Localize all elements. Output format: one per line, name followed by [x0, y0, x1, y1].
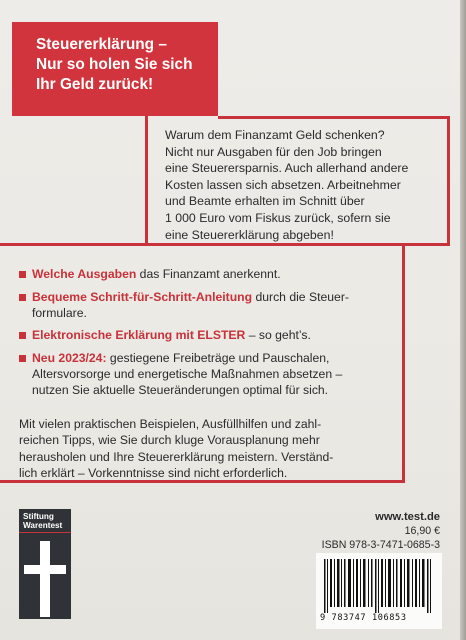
logo-line-1: Stiftung [23, 512, 54, 521]
feature-text: Altersvorsorge und energetische Maßnahmen absetzen – [32, 366, 343, 381]
bullet-square-icon [19, 294, 26, 301]
frame-middle [0, 243, 450, 246]
feature-text: durch die Steuer- [252, 289, 349, 304]
feature-item [19, 290, 399, 322]
feature-highlight: Bequeme Schritt-für-Schritt-Anleitung [32, 289, 253, 304]
logo-text [23, 512, 62, 530]
logo-divider [19, 532, 71, 533]
feature-highlight: Neu 2023/24: [32, 351, 107, 366]
barcode [316, 553, 442, 629]
feature-text: das Finanzamt anerkennt. [136, 267, 281, 281]
feature-text: nutzen Sie aktuelle Steueränderungen optimal für sich. [32, 382, 329, 397]
intro-text [165, 127, 440, 243]
intro-line: 1 000 Euro vom Fiskus zurück, sofern sie [165, 210, 391, 225]
intro-line: eine Steuerersparnis. Auch allerhand andere [165, 161, 409, 176]
title-box [12, 22, 218, 116]
feature-item [19, 351, 399, 398]
spine-shadow [460, 0, 466, 640]
frame-right-upper [447, 116, 450, 246]
price: 16,90 € [404, 525, 440, 537]
closing-line: reichen Tipps, wie Sie durch kluge Vorausplanung mehr [19, 433, 320, 448]
feature-item [19, 267, 399, 283]
intro-line: Warum dem Finanzamt Geld schenken? [165, 128, 385, 142]
intro-line: Kosten lassen sich absetzen. Arbeitnehmer [165, 177, 401, 192]
feature-highlight: Welche Ausgaben [32, 267, 137, 281]
bullet-square-icon [19, 332, 26, 339]
website-link[interactable]: www.test.de [375, 511, 440, 523]
frame-left-upper [145, 116, 148, 243]
plus-cross-logo-icon [19, 535, 71, 619]
closing-line: Mit vielen praktischen Beispielen, Ausfüllhilfen und zahl- [19, 417, 322, 431]
closing-line: herausholen und Ihre Steuererklärung meistern. Verständ- [19, 449, 334, 464]
closing-line: lich erklärt – Vorkenntnisse sind nicht erforderlich. [19, 466, 288, 481]
feature-list [19, 267, 399, 406]
title-line-2: Nur so holen Sie sich [36, 56, 193, 73]
intro-line: eine Steuererklärung abgeben! [165, 227, 334, 242]
frame-top-right [218, 116, 450, 119]
intro-line: Nicht nur Ausgaben für den Job bringen [165, 144, 382, 159]
closing-text [19, 416, 399, 482]
isbn: ISBN 978-3-7471-0685-3 [321, 539, 440, 551]
feature-text: gestiegene Freibeträge und Pauschalen, [106, 351, 330, 366]
feature-text: formulare. [32, 305, 87, 320]
logo-line-2: Warentest [23, 521, 63, 530]
stiftung-warentest-logo [19, 509, 71, 619]
feature-text: – so geht’s. [245, 328, 311, 343]
barcode-icon [324, 559, 434, 613]
feature-item [19, 328, 399, 344]
bullet-square-icon [19, 271, 26, 278]
title-line-1: Steuererklärung – [36, 36, 167, 53]
intro-line: und Beamte erhalten im Schnitt über [165, 194, 365, 209]
book-meta [322, 510, 440, 552]
title-line-3: Ihr Geld zurück! [36, 76, 154, 93]
feature-highlight: Elektronische Erklärung mit ELSTER [32, 328, 246, 343]
frame-right-lower [402, 243, 405, 483]
bullet-square-icon [19, 355, 26, 362]
barcode-digits: 9 783747 106853 [320, 613, 407, 623]
